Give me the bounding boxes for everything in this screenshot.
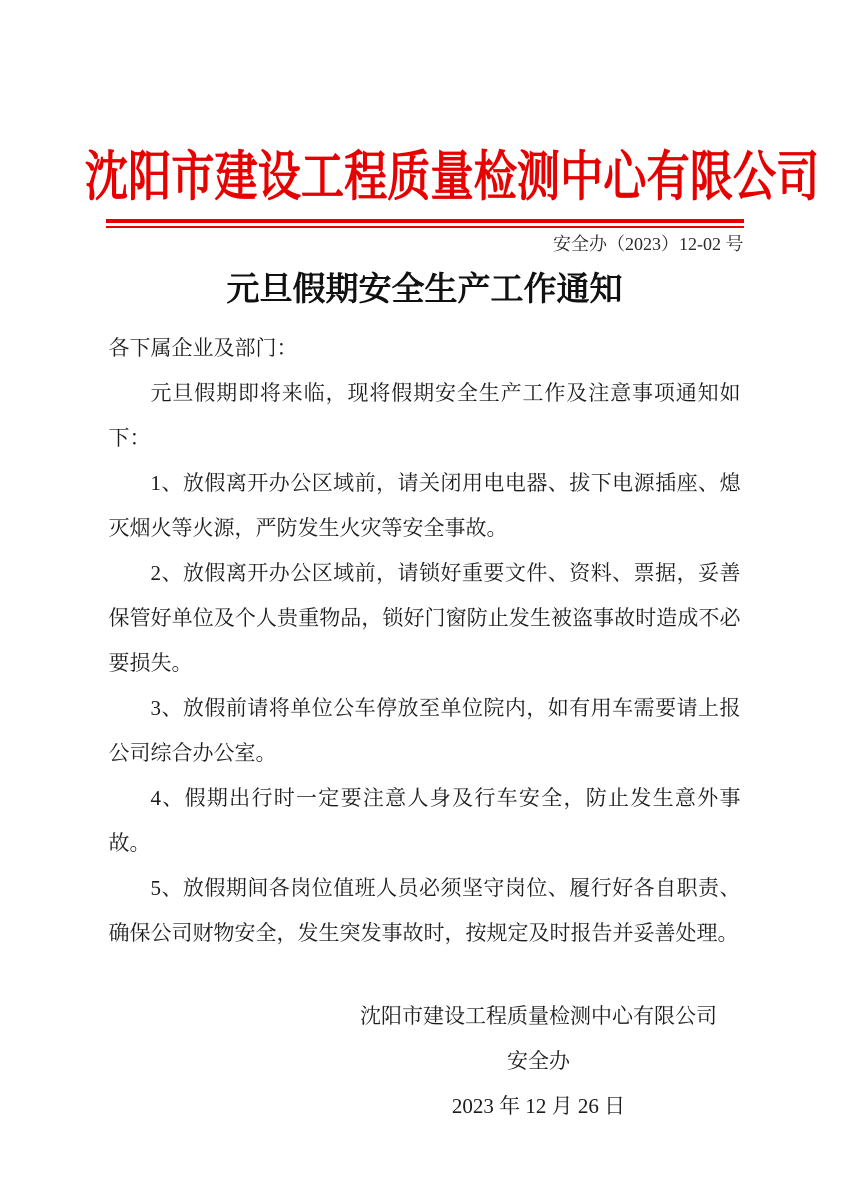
salutation-line: 各下属企业及部门： xyxy=(108,336,298,360)
letterhead-divider xyxy=(106,219,744,228)
signature-block xyxy=(114,994,849,1129)
notice-title: 元旦假期安全生产工作通知 xyxy=(226,272,623,308)
notice-item-3: 3、放假前请将单位公车停放至单位院内，如有用车需要请上报公司综合办公室。 xyxy=(108,696,741,765)
divider-thick-rule xyxy=(106,219,744,223)
notice-body xyxy=(109,326,741,956)
notice-item-5: 5、放假期间各岗位值班人员必须坚守岗位、履行好各自职责、确保公司财物安全，发生突发事故时，按规定及时报告并妥善处理。 xyxy=(108,876,741,945)
letterhead-company-title: 沈阳市建设工程质量检测中心有限公司 xyxy=(84,147,820,207)
notice-item-4: 4、假期出行时一定要注意人身及行车安全，防止发生意外事故。 xyxy=(108,786,741,855)
document-number: 安全办（2023）12-02 号 xyxy=(553,234,744,254)
signature-date: 2023 年 12 月 26 日 xyxy=(451,1094,626,1118)
signature-company: 沈阳市建设工程质量检测中心有限公司 xyxy=(360,1004,717,1028)
notice-item-1: 1、放假离开办公区域前，请关闭用电电器、拔下电源插座、熄灭烟火等火源，严防发生火灾等安全事故。 xyxy=(108,471,741,540)
signature-department: 安全办 xyxy=(507,1049,570,1073)
intro-paragraph: 元旦假期即将来临，现将假期安全生产工作及注意事项通知如下： xyxy=(108,381,741,450)
divider-thin-rule xyxy=(106,226,744,228)
notice-item-2: 2、放假离开办公区域前，请锁好重要文件、资料、票据，妥善保管好单位及个人贵重物品，锁好门窗防止发生被盗事故时造成不必要损失。 xyxy=(108,561,741,675)
